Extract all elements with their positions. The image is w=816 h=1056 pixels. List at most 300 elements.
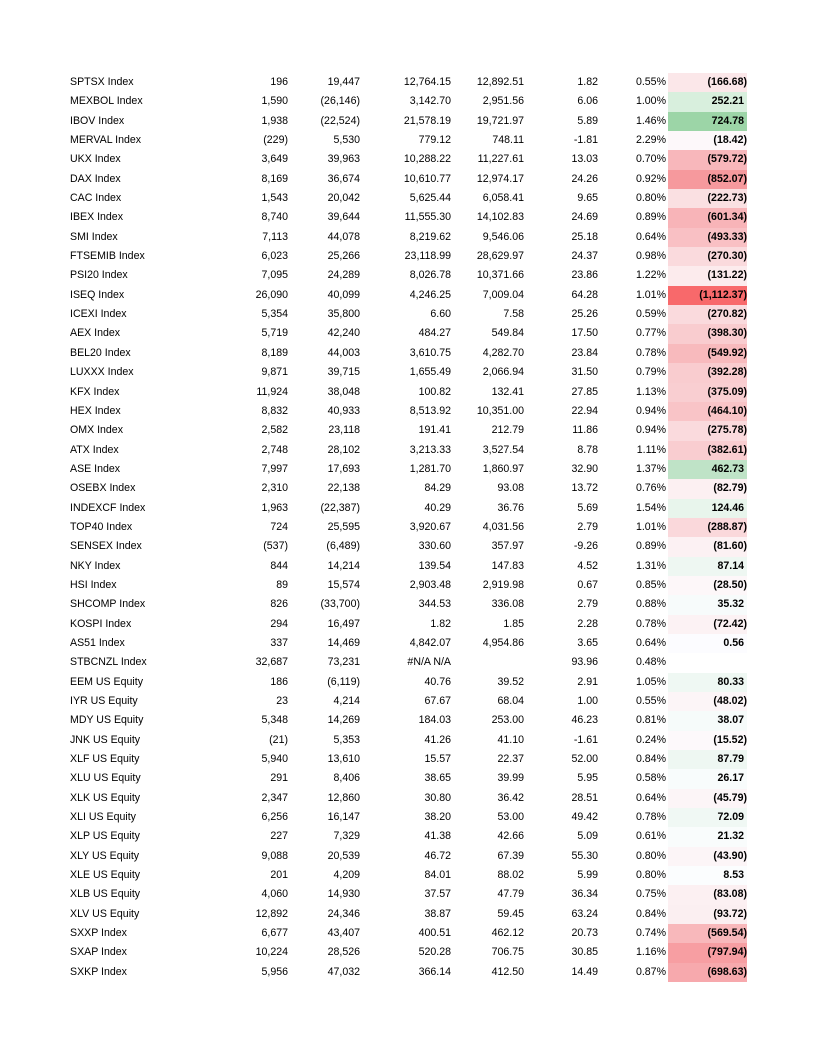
value-col-1: 826	[270, 598, 288, 611]
value-col-1: 23	[276, 695, 288, 707]
pnl-col: (15.52)	[668, 731, 747, 750]
value-col-1: 2,582	[261, 424, 288, 437]
value-col-2: 42,240	[327, 327, 360, 340]
percent-col: 0.84%	[635, 753, 666, 766]
value-col-4: 2,066.94	[482, 366, 524, 379]
row-label: MDY US Equity	[70, 714, 144, 727]
value-col-2: 38,048	[327, 385, 360, 398]
pnl-col: (131.22)	[668, 266, 747, 285]
value-col-1: 3,649	[261, 153, 288, 166]
percent-col: 0.98%	[635, 250, 666, 263]
value-col-4	[440, 653, 524, 672]
value-col-5: 22.94	[571, 404, 598, 417]
pnl-col: (493.33)	[668, 228, 747, 247]
value-col-2: 40,933	[327, 404, 360, 417]
value-col-5: 93.96	[571, 656, 598, 669]
value-col-4: 1.85	[503, 617, 524, 630]
value-col-3: 38.20	[424, 811, 451, 824]
percent-col: 1.01%	[635, 288, 666, 301]
value-col-4: 7,009.04	[482, 288, 524, 301]
value-col-1: 6,023	[261, 250, 288, 263]
value-col-3: 8,219.62	[409, 230, 451, 243]
value-col-1: 7,997	[261, 462, 288, 475]
value-col-3: 3,142.70	[409, 95, 451, 108]
pnl-col: (852.07)	[668, 170, 747, 189]
value-col-4: 12,892.51	[476, 76, 524, 88]
value-col-2: 4,214	[333, 695, 360, 707]
pnl-col: 87.14	[668, 557, 747, 576]
value-col-4: 3,527.54	[482, 443, 524, 456]
value-col-4: 39.52	[497, 675, 524, 688]
row-label: XLK US Equity	[70, 791, 141, 804]
row-label: EEM US Equity	[70, 675, 144, 688]
row-label: XLP US Equity	[70, 830, 140, 843]
value-col-2: 8,406	[333, 772, 360, 785]
row-label: SXKP Index	[70, 965, 127, 978]
row-label: INDEXCF Index	[70, 501, 146, 514]
value-col-2: (22,524)	[320, 114, 360, 127]
value-col-2: 28,526	[327, 946, 360, 959]
value-col-3: 1,655.49	[409, 366, 451, 379]
value-col-1: 9,088	[261, 849, 288, 862]
pnl-col: (398.30)	[668, 324, 747, 343]
row-label: IYR US Equity	[70, 695, 138, 707]
value-col-1: 11,924	[256, 385, 288, 398]
table-row	[0, 943, 816, 962]
row-label: HSI Index	[70, 578, 117, 591]
row-label: IBEX Index	[70, 211, 123, 224]
value-col-4: 4,954.86	[482, 636, 524, 649]
pnl-col: (270.82)	[668, 305, 747, 324]
pnl-col: (72.42)	[668, 615, 747, 634]
value-col-5: 24.26	[571, 172, 598, 185]
percent-col: 0.84%	[635, 907, 666, 920]
pnl-col: 252.21	[668, 92, 747, 111]
value-col-3: 40.29	[424, 501, 451, 514]
row-label: ICEXI Index	[70, 308, 127, 321]
value-col-4: 132.41	[491, 385, 524, 398]
value-col-5: -1.81	[573, 134, 598, 147]
row-label: XLV US Equity	[70, 907, 140, 920]
value-col-4: 4,031.56	[482, 520, 524, 533]
percent-col: 0.87%	[635, 965, 666, 978]
value-col-2: 17,693	[327, 462, 360, 475]
table-row	[0, 208, 816, 227]
table-row	[0, 673, 816, 692]
percent-col: 1.22%	[635, 269, 666, 282]
value-col-2: 14,269	[327, 714, 360, 727]
value-col-4: 41.10	[497, 733, 524, 746]
table-row	[0, 789, 816, 808]
value-col-2: 20,539	[327, 849, 360, 862]
row-label: AS51 Index	[70, 636, 125, 649]
pnl-col: (18.42)	[668, 131, 747, 150]
value-col-5: 11.86	[572, 424, 598, 437]
value-col-4: 4,282.70	[482, 346, 524, 359]
pnl-col	[668, 653, 747, 672]
value-col-3: 67.67	[424, 695, 451, 707]
row-label: KOSPI Index	[70, 617, 132, 630]
table-row	[0, 266, 816, 285]
pnl-col: 21.32	[668, 827, 747, 846]
table-row	[0, 112, 816, 131]
row-label: SENSEX Index	[70, 540, 142, 553]
table-row	[0, 924, 816, 943]
value-col-4: 2,919.98	[482, 578, 524, 591]
value-col-2: (6,119)	[327, 675, 360, 688]
value-col-2: (26,146)	[320, 95, 360, 108]
pnl-col: (82.79)	[668, 479, 747, 498]
value-col-5: 5.89	[577, 114, 598, 127]
pnl-col: (288.87)	[668, 518, 747, 537]
value-col-4: 67.39	[497, 849, 524, 862]
value-col-5: 2.79	[577, 598, 598, 611]
value-col-4: 59.45	[497, 907, 524, 920]
row-label: CAC Index	[70, 192, 122, 205]
value-col-2: 43,407	[327, 927, 360, 940]
table-row	[0, 344, 816, 363]
value-col-4: 147.83	[491, 559, 524, 572]
pnl-col: (83.08)	[668, 885, 747, 904]
percent-col: 0.64%	[635, 636, 666, 649]
value-col-4: 549.84	[491, 327, 524, 340]
row-label: MEXBOL Index	[70, 95, 143, 108]
pnl-col: (601.34)	[668, 208, 747, 227]
percent-col: 0.88%	[635, 598, 666, 611]
pnl-col: (797.94)	[668, 943, 747, 962]
row-label: XLU US Equity	[70, 772, 141, 785]
value-col-5: 52.00	[571, 753, 598, 766]
value-col-4: 88.02	[497, 869, 524, 882]
percent-col: 0.75%	[635, 888, 666, 901]
value-col-2: 25,595	[327, 520, 360, 533]
value-col-4: 212.79	[491, 424, 524, 437]
value-col-3: 1.82	[430, 617, 451, 630]
table-row	[0, 402, 816, 421]
value-col-2: 12,860	[327, 791, 360, 804]
value-col-2: 39,644	[327, 211, 360, 224]
row-label: UKX Index	[70, 153, 121, 166]
row-label: XLF US Equity	[70, 753, 140, 766]
value-col-3: 330.60	[418, 540, 451, 553]
value-col-1: 227	[270, 830, 288, 843]
value-col-1: 201	[270, 869, 288, 882]
row-label: PSI20 Index	[70, 269, 128, 282]
value-col-1: 5,354	[261, 308, 288, 321]
table-row	[0, 595, 816, 614]
row-label: ISEQ Index	[70, 288, 125, 301]
value-col-5: 8.78	[577, 443, 598, 456]
percent-col: 0.81%	[635, 714, 666, 727]
value-col-4: 11,227.61	[477, 153, 524, 166]
value-col-5: 9.65	[577, 192, 598, 205]
value-col-1: 1,590	[261, 95, 288, 108]
value-col-5: 20.73	[571, 927, 598, 940]
value-col-2: 14,214	[327, 559, 360, 572]
value-col-1: 5,719	[261, 327, 288, 340]
table-row	[0, 479, 816, 498]
percent-col: 1.11%	[636, 443, 666, 456]
row-label: OSEBX Index	[70, 482, 136, 495]
pnl-col: 124.46	[668, 499, 747, 518]
row-label: SPTSX Index	[70, 76, 134, 88]
value-col-1: (21)	[269, 733, 288, 746]
table-row	[0, 576, 816, 595]
percent-col: 0.78%	[635, 617, 666, 630]
pnl-col: (166.68)	[668, 73, 747, 92]
value-col-1: 26,090	[255, 288, 288, 301]
percent-col: 1.31%	[635, 559, 666, 572]
table-row	[0, 460, 816, 479]
value-col-5: 5.09	[577, 830, 598, 843]
value-col-3: 779.12	[418, 134, 451, 147]
value-col-3: 5,625.44	[409, 192, 451, 205]
pnl-col: (549.92)	[668, 344, 747, 363]
row-label: IBOV Index	[70, 114, 125, 127]
value-col-3: 1,281.70	[409, 462, 451, 475]
value-col-2: 15,574	[327, 578, 360, 591]
table-row	[0, 228, 816, 247]
table-row	[0, 518, 816, 537]
table-row	[0, 905, 816, 924]
value-col-5: 55.30	[571, 849, 598, 862]
row-label: AEX Index	[70, 327, 121, 340]
percent-col: 0.64%	[635, 791, 666, 804]
pnl-col: 724.78	[668, 112, 747, 131]
pnl-col: (464.10)	[668, 402, 747, 421]
value-col-5: 46.23	[571, 714, 598, 727]
value-col-4: 42.66	[497, 830, 524, 843]
value-col-3: 184.03	[418, 714, 451, 727]
value-col-2: 14,469	[327, 636, 360, 649]
table-row	[0, 324, 816, 343]
spreadsheet	[0, 73, 816, 982]
value-col-5: 23.86	[571, 269, 598, 282]
percent-col: 0.64%	[635, 230, 666, 243]
pnl-col: (569.54)	[668, 924, 747, 943]
pnl-col: (392.28)	[668, 363, 747, 382]
value-col-5: 25.18	[571, 230, 598, 243]
row-label: ATX Index	[70, 443, 119, 456]
percent-col: 1.00%	[635, 95, 666, 108]
value-col-3: 3,920.67	[409, 520, 451, 533]
value-col-3: 41.38	[424, 830, 451, 843]
value-col-5: 63.24	[571, 907, 598, 920]
value-col-2: 7,329	[333, 830, 360, 843]
value-col-5: 64.28	[571, 288, 598, 301]
pnl-col: 38.07	[668, 711, 747, 730]
value-col-4: 336.08	[491, 598, 524, 611]
value-col-4: 10,371.66	[476, 269, 524, 282]
value-col-2: 16,147	[327, 811, 360, 824]
percent-col: 0.58%	[635, 772, 666, 785]
value-col-2: 24,346	[327, 907, 360, 920]
value-col-5: 32.90	[571, 462, 598, 475]
value-col-1: 844	[270, 559, 288, 572]
pnl-col: (698.63)	[668, 963, 747, 982]
table-row	[0, 963, 816, 982]
pnl-col: 35.32	[668, 595, 747, 614]
value-col-5: 5.95	[577, 772, 598, 785]
value-col-4: 2,951.56	[482, 95, 524, 108]
row-label: LUXXX Index	[70, 366, 134, 379]
value-col-1: 32,687	[255, 656, 288, 669]
value-col-2: 44,078	[327, 230, 360, 243]
percent-col: 1.46%	[635, 114, 666, 127]
table-row	[0, 441, 816, 460]
value-col-3: 40.76	[424, 675, 451, 688]
value-col-3: 520.28	[418, 946, 451, 959]
value-col-2: 25,266	[327, 250, 360, 263]
value-col-1: 724	[270, 520, 288, 533]
value-col-3: 366.14	[418, 965, 451, 978]
percent-col: 0.70%	[635, 153, 666, 166]
value-col-5: 28.51	[571, 791, 598, 804]
value-col-5: 2.91	[577, 675, 598, 688]
value-col-4: 462.12	[491, 927, 524, 940]
value-col-5: -9.26	[573, 540, 598, 553]
pnl-col: (579.72)	[668, 150, 747, 169]
table-row	[0, 170, 816, 189]
pnl-col: (48.02)	[668, 692, 747, 711]
value-col-4: 12,974.17	[476, 172, 524, 185]
value-col-3: 3,610.75	[409, 346, 451, 359]
percent-col: 0.89%	[635, 211, 666, 224]
percent-col: 1.37%	[635, 462, 666, 475]
value-col-5: -1.61	[573, 733, 598, 746]
value-col-4: 36.42	[497, 791, 524, 804]
value-col-5: 13.03	[571, 153, 598, 166]
value-col-4: 706.75	[491, 946, 524, 959]
value-col-2: 24,289	[327, 269, 360, 282]
value-col-1: 7,113	[262, 230, 288, 243]
value-col-4: 7.58	[503, 308, 524, 321]
value-col-4: 68.04	[497, 695, 524, 707]
value-col-5: 17.50	[571, 327, 598, 340]
value-col-2: 39,715	[327, 366, 360, 379]
value-col-2: 20,042	[327, 192, 360, 205]
pnl-col: (1,112.37)	[668, 286, 747, 305]
value-col-3: 38.65	[424, 772, 451, 785]
value-col-5: 0.67	[577, 578, 598, 591]
pnl-col: 462.73	[668, 460, 747, 479]
row-label: NKY Index	[70, 559, 121, 572]
table-row	[0, 363, 816, 382]
value-col-2: 16,497	[327, 617, 360, 630]
table-row	[0, 634, 816, 653]
table-row	[0, 711, 816, 730]
pnl-col: (43.90)	[668, 847, 747, 866]
value-col-2: (22,387)	[320, 501, 360, 514]
row-label: JNK US Equity	[70, 733, 141, 746]
value-col-4: 36.76	[497, 501, 524, 514]
value-col-1: 9,871	[261, 366, 288, 379]
table-row	[0, 615, 816, 634]
value-col-4: 47.79	[497, 888, 524, 901]
value-col-4: 357.97	[491, 540, 524, 553]
value-col-5: 49.42	[571, 811, 598, 824]
percent-col: 1.54%	[635, 501, 666, 514]
percent-col: 0.78%	[635, 346, 666, 359]
value-col-1: 1,938	[261, 114, 288, 127]
value-col-1: 8,189	[261, 346, 288, 359]
percent-col: 0.78%	[635, 811, 666, 824]
value-col-2: 13,610	[327, 753, 360, 766]
pnl-col: 26.17	[668, 769, 747, 788]
value-col-5: 2.28	[577, 617, 598, 630]
value-col-2: 4,209	[333, 869, 360, 882]
percent-col: 0.79%	[635, 366, 666, 379]
table-row	[0, 499, 816, 518]
table-row	[0, 750, 816, 769]
value-col-3: 38.87	[424, 907, 451, 920]
value-col-1: 89	[276, 578, 288, 591]
pnl-col: 87.79	[668, 750, 747, 769]
value-col-2: 28,102	[327, 443, 360, 456]
value-col-1: 2,347	[261, 791, 288, 804]
row-label: SXXP Index	[70, 927, 127, 940]
value-col-1: 5,348	[261, 714, 288, 727]
value-col-1: 12,892	[255, 907, 288, 920]
percent-col: 0.80%	[635, 192, 666, 205]
table-row	[0, 383, 816, 402]
value-col-1: 2,748	[261, 443, 288, 456]
row-label: OMX Index	[70, 424, 123, 437]
value-col-1: 294	[270, 617, 288, 630]
row-label: SXAP Index	[70, 946, 127, 959]
percent-col: 1.01%	[635, 520, 666, 533]
table-row	[0, 557, 816, 576]
value-col-5: 36.34	[571, 888, 598, 901]
value-col-3: 10,610.77	[403, 172, 451, 185]
value-col-5: 5.99	[577, 869, 598, 882]
percent-col: 1.13%	[635, 385, 666, 398]
table-row	[0, 731, 816, 750]
value-col-4: 28,629.97	[476, 250, 524, 263]
value-col-1: 10,224	[255, 946, 288, 959]
row-label: MERVAL Index	[70, 134, 142, 147]
row-label: XLI US Equity	[70, 811, 136, 824]
value-col-3: 4,842.07	[409, 636, 451, 649]
value-col-2: 5,353	[333, 733, 360, 746]
value-col-5: 24.69	[571, 211, 598, 224]
percent-col: 0.85%	[635, 578, 666, 591]
value-col-5: 27.85	[571, 385, 598, 398]
value-col-4: 53.00	[497, 811, 524, 824]
value-col-2: 14,930	[327, 888, 360, 901]
table-row	[0, 92, 816, 111]
pnl-col: 8.53	[668, 866, 747, 885]
value-col-3: 10,288.22	[403, 153, 451, 166]
value-col-2: 35,800	[327, 308, 360, 321]
value-col-2: (6,489)	[326, 540, 360, 553]
row-label: STBCNZL Index	[70, 656, 147, 669]
table-row	[0, 247, 816, 266]
value-col-1: 196	[270, 76, 288, 88]
percent-col: 0.94%	[635, 424, 666, 437]
row-label: KFX Index	[70, 385, 120, 398]
value-col-3: 30.80	[424, 791, 451, 804]
value-col-2: 22,138	[327, 482, 360, 495]
percent-col: 0.77%	[635, 327, 666, 340]
value-col-3: 191.41	[418, 424, 451, 437]
value-col-3: 2,903.48	[409, 578, 451, 591]
percent-col: 0.74%	[635, 927, 666, 940]
value-col-1: (537)	[263, 540, 288, 553]
value-col-3: 41.26	[424, 733, 451, 746]
value-col-1: 5,940	[261, 753, 288, 766]
percent-col: 1.05%	[635, 675, 666, 688]
